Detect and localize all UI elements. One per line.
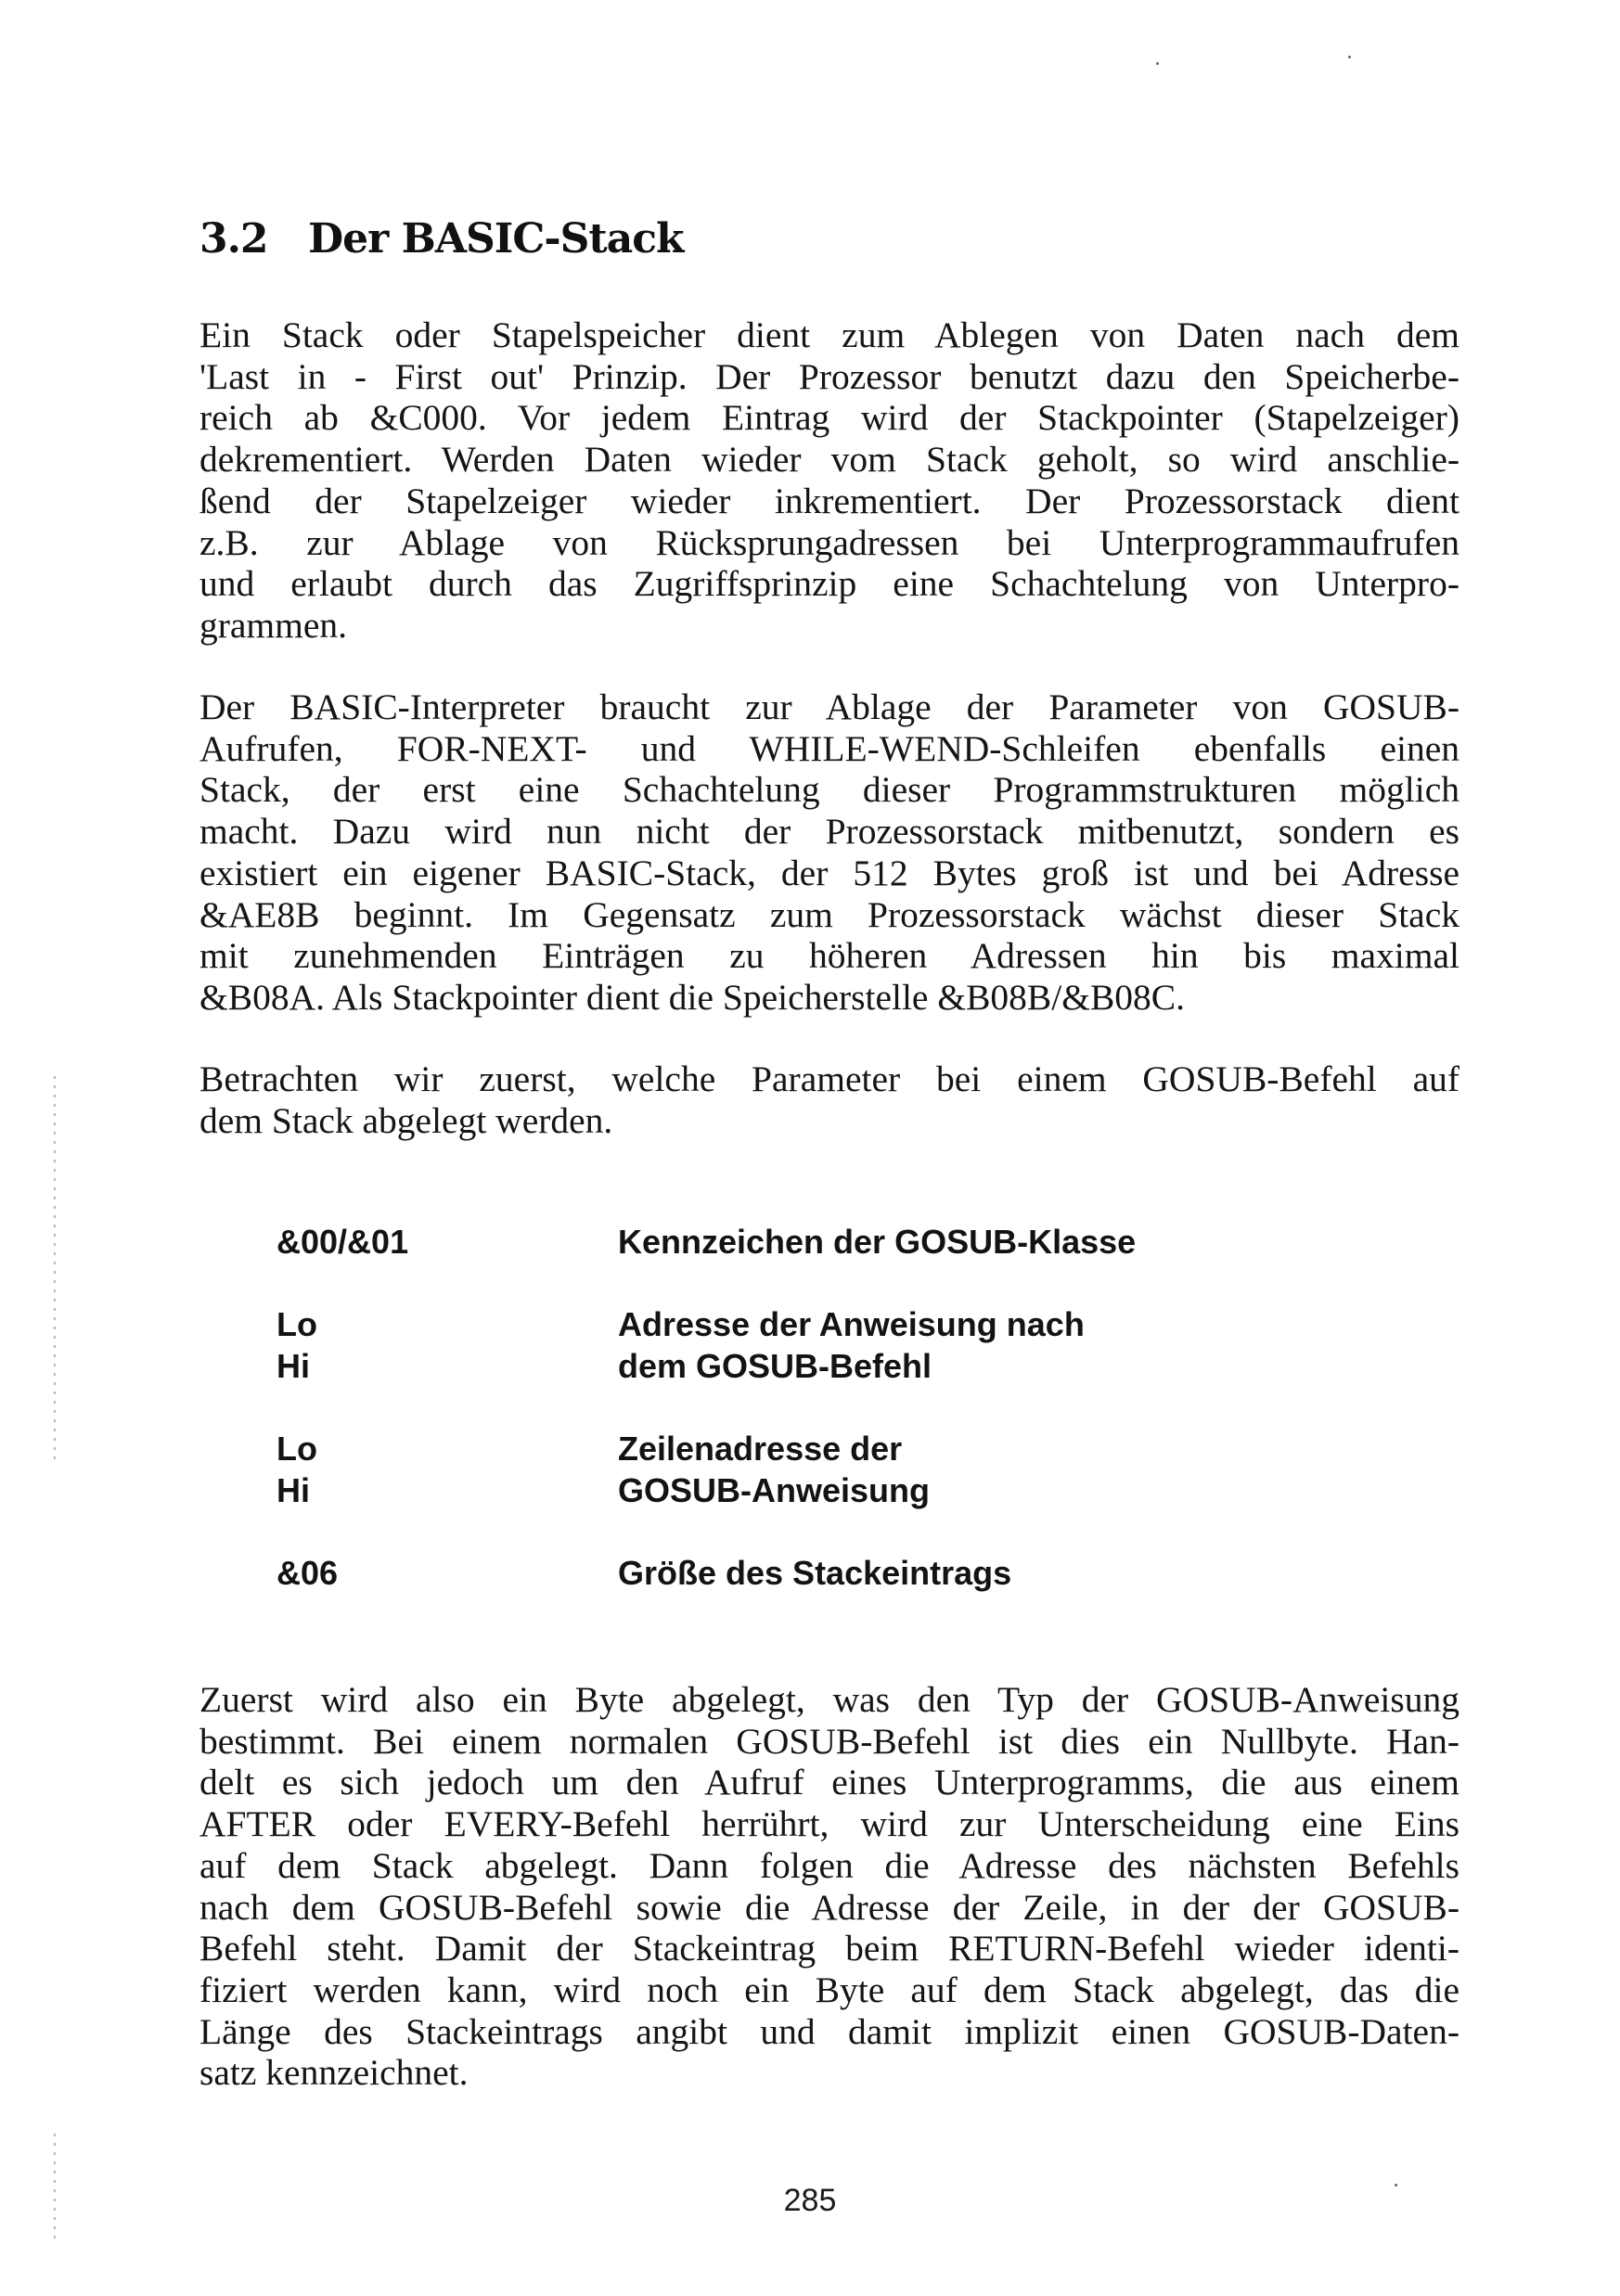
text-line: nach dem GOSUB-Befehl sowie die Adresse der Zeile, in der der GOSUB-: [199, 1886, 1459, 1928]
stack-entry-value: [276, 1221, 618, 1263]
text-line: Länge des Stackeintrags angibt und damit implizit einen GOSUB-Daten-: [199, 2010, 1459, 2052]
scan-speck: [1348, 56, 1351, 58]
stack-value-text: &06: [276, 1554, 339, 1592]
stack-entry-row: [276, 1303, 1297, 1387]
gosub-stack-entry-table: [276, 1221, 1297, 1635]
text-line: reich ab &C000. Vor jedem Eintrag wird der Stackpointer (Stapelzeiger): [199, 397, 1459, 439]
stack-entry-row: [276, 1428, 1297, 1511]
paragraph-gosub-question: [199, 1058, 1459, 1141]
paragraph-gosub-explanation: [199, 1679, 1459, 2094]
text-line: grammen.: [199, 604, 348, 646]
text-line: 'Last in - First out' Prinzip. Der Prozessor benutzt dazu den Speicherbe-: [199, 355, 1459, 397]
binding-mark: [54, 2134, 56, 2245]
text-line: Zuerst wird also ein Byte abgelegt, was den Typ der GOSUB-Anweisung: [199, 1679, 1459, 1720]
stack-description-text: Zeilenadresse der: [618, 1430, 903, 1468]
stack-value-text: Lo: [276, 1305, 317, 1343]
text-line: Ein Stack oder Stapelspeicher dient zum Ablegen von Daten nach dem: [199, 314, 1459, 355]
stack-entry-description: [618, 1303, 1297, 1387]
paragraph-stack-intro: [199, 314, 1459, 647]
scan-speck: [1395, 2184, 1397, 2187]
stack-entry-description: [618, 1428, 1297, 1511]
text-line: satz kennzeichnet.: [199, 2052, 469, 2094]
stack-value-text: Hi: [276, 1347, 310, 1385]
text-line: Befehl steht. Damit der Stackeintrag beim RETURN-Befehl wieder identi-: [199, 1928, 1459, 1969]
section-number: 3.2: [199, 215, 268, 263]
stack-entry-value: [276, 1428, 618, 1511]
stack-value-text: &00/&01: [276, 1223, 409, 1261]
stack-description-text: Adresse der Anweisung nach: [618, 1305, 1085, 1343]
stack-entry-value: [276, 1303, 618, 1387]
text-line: Der BASIC-Interpreter braucht zur Ablage der Parameter von GOSUB-: [199, 686, 1459, 727]
text-line: dem Stack abgelegt werden.: [199, 1099, 613, 1141]
binding-mark: [54, 1076, 56, 1466]
text-line: macht. Dazu wird nun nicht der Prozessorstack mitbenutzt, sondern es: [199, 811, 1459, 853]
stack-description-text: Größe des Stackeintrags: [618, 1554, 1012, 1592]
page-number: 285: [783, 2183, 837, 2218]
stack-value-text: Hi: [276, 1471, 310, 1509]
text-line: delt es sich jedoch um den Aufruf eines Unterprogramms, die aus einem: [199, 1762, 1459, 1803]
text-line: fiziert werden kann, wird noch ein Byte auf dem Stack abgelegt, das die: [199, 1969, 1459, 2010]
section-title: Der BASIC-Stack: [308, 215, 684, 263]
text-line: Betrachten wir zuerst, welche Parameter bei einem GOSUB-Befehl auf: [199, 1058, 1459, 1099]
paragraph-basic-interpreter: [199, 686, 1459, 1019]
stack-description-text: GOSUB-Anweisung: [618, 1471, 931, 1509]
stack-entry-row: [276, 1552, 1297, 1594]
stack-description-text: dem GOSUB-Befehl: [618, 1347, 932, 1385]
text-line: mit zunehmenden Einträgen zu höheren Adressen hin bis maximal: [199, 935, 1459, 977]
text-line: und erlaubt durch das Zugriffsprinzip eine Schachtelung von Unterpro-: [199, 563, 1459, 605]
stack-value-text: Lo: [276, 1430, 317, 1468]
stack-entry-value: [276, 1552, 618, 1594]
text-line: Aufrufen, FOR-NEXT- und WHILE-WEND-Schleifen ebenfalls einen: [199, 727, 1459, 769]
stack-entry-description: [618, 1552, 1297, 1594]
text-line: existiert ein eigener BASIC-Stack, der 512 Bytes groß ist und bei Adresse: [199, 852, 1459, 893]
text-line: bestimmt. Bei einem normalen GOSUB-Befehl ist dies ein Nullbyte. Han-: [199, 1720, 1459, 1762]
scan-speck: [1156, 62, 1159, 65]
stack-entry-description: [618, 1221, 1297, 1263]
text-line: &B08A. Als Stackpointer dient die Speicherstelle &B08B/&B08C.: [199, 976, 1186, 1018]
text-line: auf dem Stack abgelegt. Dann folgen die Adresse des nächsten Befehls: [199, 1844, 1459, 1886]
text-line: &AE8B beginnt. Im Gegensatz zum Prozessorstack wächst dieser Stack: [199, 893, 1459, 935]
stack-description-text: Kennzeichen der GOSUB-Klasse: [618, 1223, 1137, 1261]
text-line: dekrementiert. Werden Daten wieder vom Stack geholt, so wird anschlie-: [199, 439, 1459, 481]
text-line: ßend der Stapelzeiger wieder inkrementiert. Der Prozessorstack dient: [199, 480, 1459, 521]
section-heading: [199, 215, 684, 263]
text-line: z.B. zur Ablage von Rücksprungadressen bei Unterprogrammaufrufen: [199, 521, 1459, 563]
text-line: Stack, der erst eine Schachtelung dieser Programmstrukturen möglich: [199, 769, 1459, 811]
text-line: AFTER oder EVERY-Befehl herrührt, wird zur Unterscheidung eine Eins: [199, 1803, 1459, 1845]
stack-entry-row: [276, 1221, 1297, 1263]
